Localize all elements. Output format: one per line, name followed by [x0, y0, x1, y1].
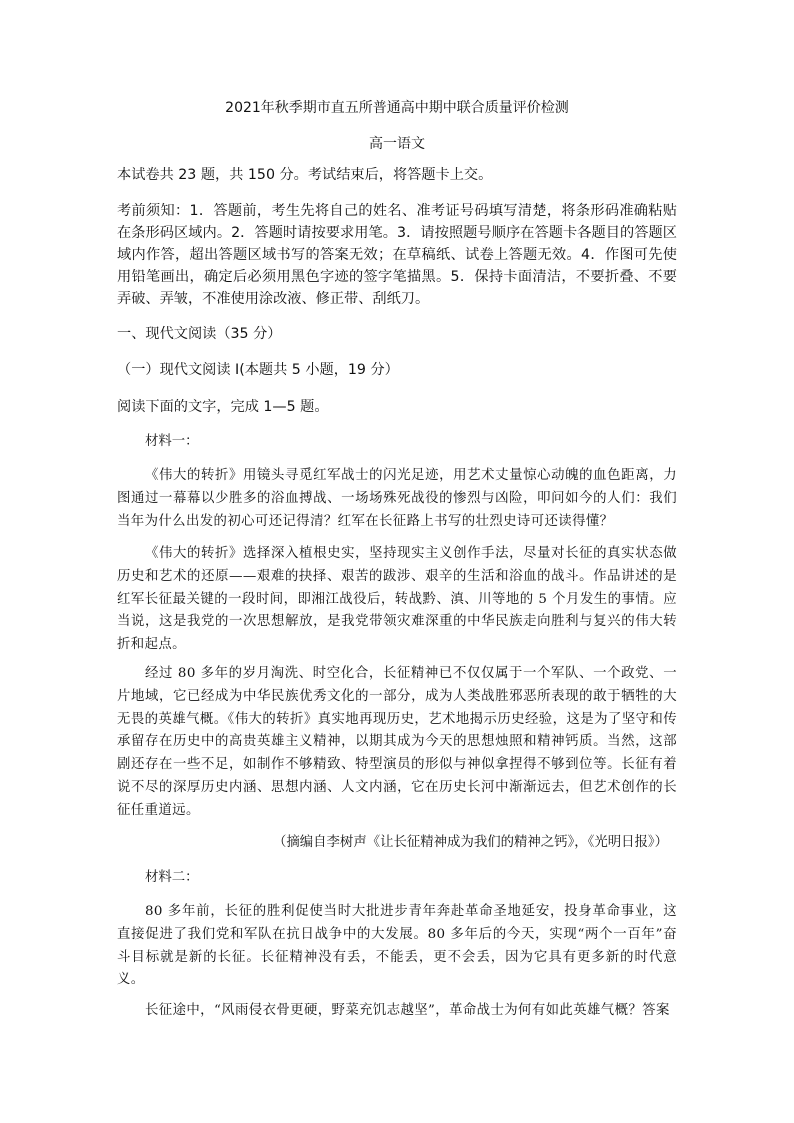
section-subheading: （一）现代文阅读 I(本题共 5 小题，19 分）: [117, 362, 399, 378]
material-one-source: （摘编自李树声《让长征精神成为我们的精神之钙》，《光明日报》）: [272, 835, 668, 850]
exam-summary: 本试卷共 23 题，共 150 分。考试结束后，将答题卡上交。: [117, 167, 493, 183]
exam-title: 2021年秋季期市直五所普通高中期中联合质量评价检测: [225, 100, 569, 116]
reading-prompt: 阅读下面的文字，完成 1—5 题。: [117, 399, 329, 415]
material-one-label: 材料一：: [145, 434, 199, 449]
material-one-paragraph: 《伟大的转折》用镜头寻觅红军战士的闪光足迹，用艺术丈量惊心动魄的血色距离，力图通过一幕幕以少胜多的浴血搏战、一场场殊死战役的惨烈与凶险，叩问如今的人们：我们当年为什么出发的初心可还记得清？红军在长征路上书写的壮烈史诗可还读得懂？: [117, 468, 677, 529]
subject-title: 高一语文: [369, 136, 425, 152]
material-two-paragraph: 80 多年前，长征的胜利促使当时大批进步青年奔赴革命圣地延安，投身革命事业，这直接促进了我们党和军队在抗日战争中的大发展。80 多年后的今天，实现“两个一百年”奋斗目标就是新的长征。长征精神没有丢，不能丢，更不会丢，因为它具有更多新的时代意义。: [117, 904, 677, 988]
material-two-paragraph: 长征途中，“风雨侵衣骨更硬，野菜充饥志越坚”，革命战士为何有如此英雄气概？答案: [145, 1003, 670, 1018]
section-heading: 一、现代文阅读（35 分）: [117, 326, 282, 342]
material-one-paragraph: 《伟大的转折》选择深入植根史实，坚持现实主义创作手法，尽量对长征的真实状态做历史和艺术的还原——艰难的抉择、艰苦的跋涉、艰辛的生活和浴血的战斗。作品讲述的是红军长征最关键的一段时间，即湘江战役后，转战黔、滇、川等地的 5 个月发生的事情。应当说，这是我党的一次思想解放，是我党带领灾难深重的中华民族走向胜利与复兴的伟大转折和起点。: [117, 546, 677, 653]
exam-notice: 考前须知：1．答题前，考生先将自己的姓名、准考证号码填写清楚，将条形码准确粘贴在条形码区域内。2．答题时请按要求用笔。3．请按照题号顺序在答题卡各题目的答题区域内作答，超出答题区域书写的答案无效；在草稿纸、试卷上答题无效。4．作图可先使用铅笔画出，确定后必须用黑色字迹的签字笔描黑。5．保持卡面清洁，不要折叠、不要弄破、弄皱，不准使用涂改液、修正带、刮纸刀。: [117, 203, 677, 307]
material-one-paragraph: 经过 80 多年的岁月淘洗、时空化合，长征精神已不仅仅属于一个军队、一个政党、一片地域，它已经成为中华民族优秀文化的一部分，成为人类战胜邪恶所表现的敢于牺牲的大无畏的英雄气概。《伟大的转折》真实地再现历史，艺术地揭示历史经验，这是为了坚守和传承留存在历史中的高贵英雄主义精神，以期其成为今天的思想烛照和精神钙质。当然，这部剧还存在一些不足，如制作不够精致、特型演员的形似与神似拿捏得不够到位等。长征有着说不尽的深厚历史内涵、思想内涵、人文内涵，它在历史长河中渐渐远去，但艺术创作的长征任重道远。: [117, 666, 677, 818]
material-two-label: 材料二：: [145, 870, 199, 885]
